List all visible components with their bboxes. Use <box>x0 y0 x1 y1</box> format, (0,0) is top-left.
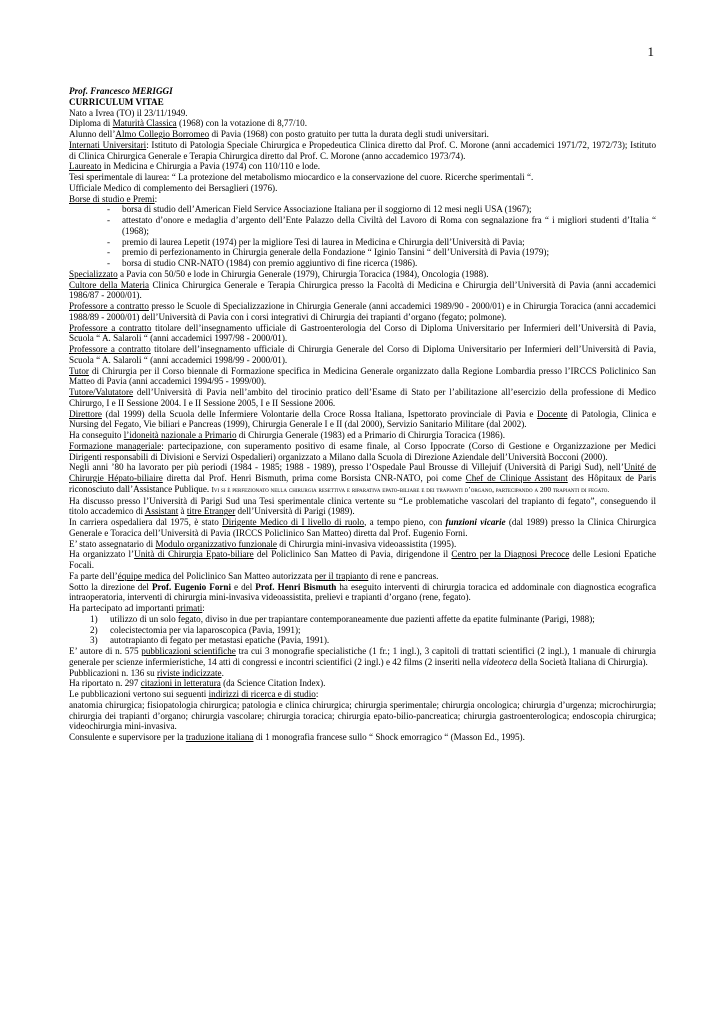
formazione-paragraph: Formazione manageriale: partecipazione, con superamento positivo di esame finale, al Corso Ippocrate (Corso di Gestione e Organizzazione per Medici Dirigenti responsabili di Divisioni e Servizi Ospedalieri) organizzato a Milano dalla Scuola di Direzione Aziendale dell’Università Bocconi (2000). <box>69 440 656 462</box>
list-item: 1) utilizzo di un solo fegato, diviso in due per trapiantare contemporaneamente due pazienti affette da epatite fulminante (Parigi, 1988); <box>90 613 595 624</box>
modulo-line: E’ stato assegnatario di Modulo organizzativo funzionale di Chirurgia mini-invasiva videoassistita (1995). <box>69 538 457 549</box>
professore-paragraph-3: Professore a contratto titolare dell’insegnamento ufficiale di Chirurgia Generale del Corso di Diploma Universitario per Infermieri dell’Università di Pavia, Scuola “ A. Salaroli “ (anni accademici 1998/99 - 2000/01). <box>69 344 656 365</box>
indicizzate-line: Pubblicazioni n. 136 su riviste indicizzate. <box>69 667 224 678</box>
tesi-parigi-paragraph: Ha discusso presso l’Università di Parigi Sud una Tesi sperimentale clinica vertente su “Le problematiche vascolari del trapianto di fegato”, conseguendo il titolo accademico di Assistant à titre Etranger dell’Università di Parigi (1989). <box>69 495 656 517</box>
curriculum-document <box>69 86 656 743</box>
list-item: 2) colecistectomia per via laparoscopica (Pavia, 1991); <box>90 624 301 635</box>
internati-paragraph: Internati Universitari: Istituto di Patologia Speciale Chirurgica e Propedeutica Clinica diretto dal Prof. C. Morone (anni accademici 1971/72, 1972/73); Istituto di Clinica Chirurgica Generale e Terapia Chirurgica diretto dal Prof. C. Morone (anno accademico 1973/74). <box>69 139 657 161</box>
equipe-line: Fa parte dell’équipe medica del Policlinico San Matteo autorizzata per il trapianto di rene e pancreas. <box>69 570 439 581</box>
primati-list <box>69 614 656 646</box>
laureato-line: Laureato in Medicina e Chirurgia a Pavia (1974) con 110/110 e lode. <box>69 161 321 172</box>
ufficiale-line: Ufficiale Medico di complemento dei Bersaglieri (1976). <box>69 182 278 193</box>
idoneita-line: Ha conseguito l’idoneità nazionale a Primario di Chirurgia Generale (1983) ed a Primario di Chirurgia Toracica (1986). <box>69 430 505 440</box>
list-item: - attestato d’onore e medaglia d’argento dell’Ente Palazzo della Civiltà del Lavoro di Roma con segnalazione fra “ i migliori studenti d’Italia “ (1968); <box>107 215 656 237</box>
list-item: - premio di perfezionamento in Chirurgia generale della Fondazione “ Iginio Tansini “ dell’Università di Pavia (1979); <box>107 247 656 258</box>
cultore-paragraph: Cultore della Materia Clinica Chirurgica Generale e Terapia Chirurgica presso la Facoltà di Medicina e Chirurgia dell’Università di Pavia (anni accademici 1986/87 - 2000/01). <box>69 279 656 301</box>
list-item: 3) autotrapianto di fegato per metastasi epatiche (Pavia, 1991). <box>90 635 330 646</box>
page-number: 1 <box>647 44 654 59</box>
unita-paragraph: Ha organizzato l’Unità di Chirurgia Epato-biliare del Policlinico San Matteo di Pavia, dirigendone il Centro per la Diagnosi Precoce delle Lesioni Epatiche Focali. <box>69 549 657 570</box>
birth-line: Nato a Ivrea (TO) il 23/11/1949. <box>69 107 188 118</box>
direttore-paragraph: Direttore (dal 1999) della Scuola delle Infermiere Volontarie della Croce Rossa Italiana, Ispettorato provinciale di Pavia e Docente di Patologia, Clinica e Nursing del Fegato, Vie biliari e Pancreas (1999), Chirurgia Generale I e II (dal 2000), Servizio Sanitario Militare (dal 2002). <box>69 408 656 430</box>
primati-heading: Ha partecipato ad importanti primati: <box>69 603 205 613</box>
parigi-paragraph: Negli anni ’80 ha lavorato per più periodi (1984 - 1985; 1988 - 1989), presso l’Ospedale Paul Brousse di Villejuif (Università di Parigi Sud), nell’Unité de Chirurgie Hépato-biliaire diretta dal Prof. Henri Bismuth, prima come Borsista CNR-NATO, poi come Chef de Clinique Assistant des Hôpitaux de Paris riconosciuto dall’Assistance Publique. Ivi si è perfezionato nella chirurgia resettiva e riparativa epato-biliare e dei trapianti d’organo, partecipando a 200 trapianti di fegato. <box>69 462 656 494</box>
list-item: - premio di laurea Lepetit (1974) per la migliore Tesi di laurea in Medicina e Chirurgia dell’Università di Pavia; <box>107 237 656 248</box>
citazioni-line: Ha riportato n. 297 citazioni in letteratura (da Science Citation Index). <box>69 678 326 689</box>
author-name: Prof. Francesco MERIGGI <box>69 86 173 96</box>
diploma-line: Diploma di Maturità Classica (1968) con la votazione di 8,77/10. <box>69 118 307 129</box>
tesi-line: Tesi sperimentale di laurea: “ La protezione del metabolismo miocardico e la conservazione del cuore. Ricerche sperimentali “. <box>69 172 534 182</box>
borse-list <box>69 204 656 269</box>
forni-paragraph: Sotto la direzione del Prof. Eugenio Forni e del Prof. Henri Bismuth ha eseguito interventi di chirurgia toracica ed addominale con diagnostica ecografica intraoperatoria, interventi di chirurgia mini-invasiva videoassistita, prelievi e trapianti d’organo (rene, fegato). <box>69 581 656 603</box>
tutor-paragraph: Tutor di Chirurgia per il Corso biennale di Formazione specifica in Medicina Generale organizzato dalla Regione Lombardia presso l’IRCCS Policlinico San Matteo di Pavia (anni accademici 1994/95 - 1999/00). <box>69 365 656 387</box>
professore-paragraph-2: Professore a contratto titolare dell’insegnamento ufficiale di Gastroenterologia del Corso di Diploma Universitario per Infermieri dell’Università di Pavia, Scuola “ A. Salaroli “ (anni accademici 1997/98 - 2000/01). <box>69 322 656 344</box>
pubblicazioni-paragraph: E’ autore di n. 575 pubblicazioni scientifiche tra cui 3 monografie specialistiche (1 fr.; 1 ingl.), 3 capitoli di trattati scientifici (2 ingl.), 1 manuale di chirurgia generale per scienze infermieristiche, 14 atti di congressi e incontri scientifici (2 ingl.) e 42 films (2 inseriti nella videoteca della Società Italiana di Chirurgia). <box>69 646 656 667</box>
consulente-line: Consulente e supervisore per la traduzione italiana di 1 monografia francese sullo “ Shock emorragico “ (Masson Ed., 1995). <box>69 732 525 742</box>
carriera-paragraph: In carriera ospedaliera dal 1975, è stato Dirigente Medico di I livello di ruolo, a tempo pieno, con funzioni vicarie (dal 1989) presso la Clinica Chirurgica Generale e Toracica dell’Università di Pavia (IRCCS Policlinico San Matteo) diretta dal Prof. Eugenio Forni. <box>69 517 656 538</box>
professore-paragraph-1: Professore a contratto presso le Scuole di Specializzazione in Chirurgia Generale (anni accademici 1989/90 - 2000/01) e in Chirurgia Toracica (anni accademici 1988/89 - 2000/01) dell’Università di Pavia con i corsi integrativi di Chirurgia dei trapianti d’organo (fegato; polmone). <box>69 301 656 322</box>
specializzato-line: Specializzato a Pavia con 50/50 e lode in Chirurgia Generale (1979), Chirurgia Toracica (1984), Oncologia (1988). <box>69 268 489 279</box>
indirizzi-list: anatomia chirurgica; fisiopatologia chirurgica; patologia e clinica chirurgica; chirurgia sperimentale; chirurgia oncologica; chirurgia d’urgenza; microchirurgia; chirurgia dei trapianti d’organo; chirurgia vascolare; chirurgia toracica; chirurgia epato-bilio-pancreatica; chirurgia gastroenterologica; endoscopia chirurgica; videochirurgia mini-invasiva. <box>69 699 656 732</box>
indirizzi-heading: Le pubblicazioni vertono sui seguenti indirizzi di ricerca e di studio: <box>69 689 319 699</box>
alumni-line: Alunno dell’Almo Collegio Borromeo di Pavia (1968) con posto gratuito per tutta la durata degli studi universitari. <box>69 129 489 139</box>
list-item: - borsa di studio dell’American Field Service Associazione Italiana per il soggiorno di 12 mesi negli USA (1967); <box>107 204 656 215</box>
borse-heading: Borse di studio e Premi: <box>69 193 158 204</box>
document-heading: CURRICULUM VITAE <box>69 96 164 107</box>
list-item: - borsa di studio CNR-NATO (1984) con premio aggiuntivo di fine ricerca (1986). <box>107 258 656 269</box>
valutatore-paragraph: Tutore/Valutatore dell’Università di Pavia nell’ambito del tirocinio pratico dell’Esame di Stato per l’abilitazione all’esercizio della professione di Medico Chirurgo, I e II Sessione 2004. I e II Sessione 2005, I e II Sessione 2006. <box>69 387 656 408</box>
